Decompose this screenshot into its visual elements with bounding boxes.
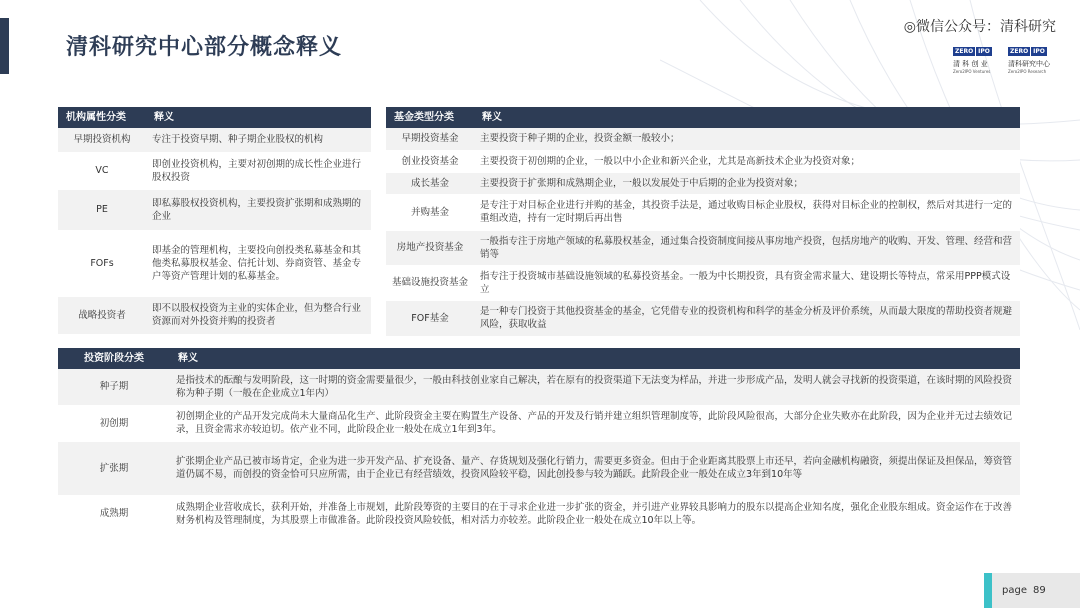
title-accent-bar: [0, 18, 9, 74]
logo-tag: ZERO: [955, 48, 974, 55]
logo-english-name: Zero2IPO Research: [1008, 69, 1047, 74]
table-row: [58, 369, 1020, 405]
description-cell: 指专注于投资城市基础设施领域的私募投资基金。一般为中长期投资，具有资金需求量大、建设期长等特点，常采用PPP模式设立: [474, 265, 1020, 300]
table-row: [58, 405, 1020, 441]
table-row: [58, 230, 371, 296]
category-cell: FOF基金: [386, 300, 474, 336]
category-cell: 创业投资基金: [386, 150, 474, 172]
description-cell: 初创期企业的产品开发完成尚未大量商品化生产、此阶段资金主要在购置生产设备、产品的开发及行销并建立组织管理制度等，此阶段风险很高，大部分企业失败亦在此阶段，因为企业并无过去绩效记录，且资金需求亦较迫切。依产业不同，此阶段企业一般处在成立1年到3年。: [170, 405, 1020, 441]
table-row: [58, 189, 371, 230]
description-cell: 是一种专门投资于其他投资基金的基金，它凭借专业的投资机构和科学的基金分析及评价系统，从而最大限度的帮助投资者规避风险，获取收益: [474, 300, 1020, 336]
page-label: page: [1002, 585, 1027, 596]
logo-tag: IPO: [1033, 48, 1045, 55]
table-row: [386, 265, 1020, 300]
category-cell: VC: [58, 152, 146, 189]
description-cell: 是指技术的酝酿与发明阶段，这一时期的资金需要量很少，一般由科技创业家自己解决，若在原有的投资渠道下无法变为样品，并进一步形成产品，发明人就会寻找新的投资渠道，在该时期的风险投资称为种子期（一般在企业成立1年内）: [170, 369, 1020, 405]
description-cell: 即基金的管理机构，主要投向创投类私募基金和其他类私募股权基金、信托计划、券商资管、基金专户等资产管理计划的私募基金。: [146, 230, 371, 296]
table-row: [58, 296, 371, 334]
category-cell: 基础设施投资基金: [386, 265, 474, 300]
table-row: [386, 128, 1020, 150]
logo-tag: IPO: [978, 48, 990, 55]
category-cell: 初创期: [58, 405, 170, 441]
table-row: [58, 128, 371, 152]
column-header: 机构属性分类: [58, 107, 146, 128]
category-cell: 早期投资基金: [386, 128, 474, 150]
logo-chinese-name: 清科研究中心: [1008, 60, 1050, 68]
category-cell: 战略投资者: [58, 296, 146, 334]
description-cell: 主要投资于扩张期和成熟期企业，一般以发展处于中后期的企业为投资对象；: [474, 172, 1020, 194]
category-cell: FOFs: [58, 230, 146, 296]
table-header-row: [386, 107, 1020, 128]
table-row: [386, 150, 1020, 172]
description-cell: 即创业投资机构，主要对初创期的成长性企业进行股权投资: [146, 152, 371, 189]
page-number: 89: [1033, 585, 1046, 596]
fund-type-table: [386, 107, 1020, 337]
table-row: [386, 172, 1020, 194]
table-row: [58, 495, 1020, 532]
description-cell: 主要投资于初创期的企业，一般以中小企业和新兴企业，尤其是高新技术企业为投资对象；: [474, 150, 1020, 172]
column-header: 释义: [474, 107, 1020, 128]
investment-stage-table: [58, 348, 1020, 533]
column-header: 释义: [146, 107, 371, 128]
wechat-account-label: ◎微信公众号：清科研究: [903, 19, 1056, 35]
category-cell: 房地产投资基金: [386, 230, 474, 265]
page-number-accent: [984, 573, 992, 608]
description-cell: 即私募股权投资机构，主要投资扩张期和成熟期的企业: [146, 189, 371, 230]
category-cell: 扩张期: [58, 441, 170, 495]
table-row: [386, 300, 1020, 336]
page-title: 清科研究中心部分概念释义: [66, 35, 343, 60]
category-cell: 早期投资机构: [58, 128, 146, 152]
description-cell: 专注于投资早期、种子期企业股权的机构: [146, 128, 371, 152]
column-header: 释义: [170, 348, 1020, 369]
table-header-row: [58, 107, 371, 128]
column-header: 投资阶段分类: [58, 348, 170, 369]
institution-type-table: [58, 107, 371, 335]
logo-tag: ZERO: [1010, 48, 1029, 55]
zero2ipo-ventures-logo: [953, 38, 1003, 74]
table-row: [386, 194, 1020, 230]
category-cell: 成长基金: [386, 172, 474, 194]
description-cell: 是专注于对目标企业进行并购的基金，其投资手法是，通过收购目标企业股权，获得对目标企业的控制权，然后对其进行一定的重组改造，持有一定时期后再出售: [474, 194, 1020, 230]
table-header-row: [58, 348, 1020, 369]
description-cell: 扩张期企业产品已被市场肯定，企业为进一步开发产品、扩充设备、量产、存货规划及强化行销力，需要更多资金。但由于企业距离其股票上市还早，若向金融机构融资，须提出保证及担保品，筹资管道仍属不易，而创投的资金恰可只应所需，由于企业已有经营绩效，投资风险较平稳，因此创投参与较为踊跃。此阶段企业一般处在成立3年到10年等: [170, 441, 1020, 495]
category-cell: 种子期: [58, 369, 170, 405]
zero2ipo-research-logo: [1008, 38, 1058, 74]
description-cell: 成熟期企业营收成长，获利开始，并准备上市规划，此阶段筹资的主要目的在于寻求企业进一步扩张的资金，并引进产业界较具影响力的股东以提高企业知名度，强化企业股东组成。资金运作在于改善财务机构及管理制度，为其股票上市做准备。此阶段投资风险较低，相对活力亦较差。此阶段企业一般处在成立10年以上等。: [170, 495, 1020, 532]
description-cell: 即不以股权投资为主业的实体企业，但为整合行业资源而对外投资并购的投资者: [146, 296, 371, 334]
zero2ipo-logos: [953, 38, 1058, 74]
column-header: 基金类型分类: [386, 107, 474, 128]
table-row: [58, 441, 1020, 495]
category-cell: PE: [58, 189, 146, 230]
table-row: [58, 152, 371, 189]
logo-english-name: Zero2IPO Ventures: [953, 69, 991, 74]
category-cell: 成熟期: [58, 495, 170, 532]
table-row: [386, 230, 1020, 265]
description-cell: 一般指专注于房地产领域的私募股权基金，通过集合投资制度间接从事房地产投资，包括房地产的收购、开发、管理、经营和营销等: [474, 230, 1020, 265]
logo-chinese-name: 清 科 创 业: [953, 60, 988, 68]
description-cell: 主要投资于种子期的企业，投资金额一般较小；: [474, 128, 1020, 150]
category-cell: 并购基金: [386, 194, 474, 230]
